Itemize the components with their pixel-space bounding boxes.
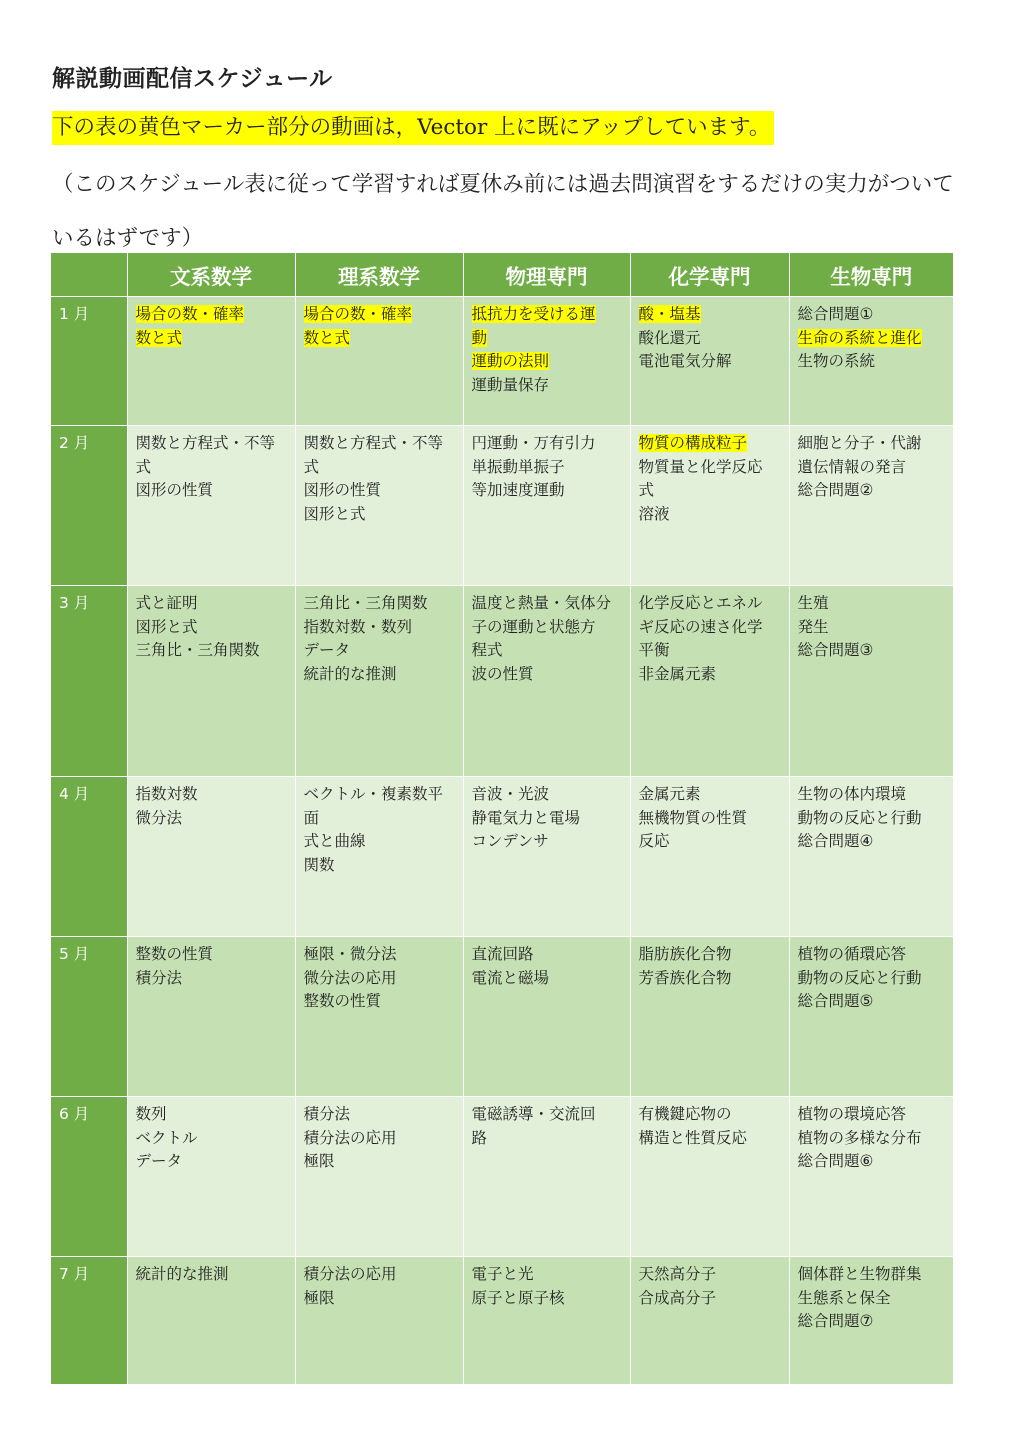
topic-text: 総合問題① [797,305,874,323]
topic-text: 電磁誘導・交流回 [471,1105,596,1123]
topic-text: 統計的な推測 [303,664,397,683]
topic-line [304,456,459,480]
cell-rikei-math [295,297,463,426]
topic-line [472,1287,626,1311]
cell-biology [789,586,953,777]
topic-line [136,1127,291,1151]
topic-text: 静電気力と電場 [471,808,581,827]
cell-biology [789,1257,953,1384]
topic-line [472,943,626,967]
topic-text: データ [303,641,351,659]
topic-text-highlighted: 場合の数・確率 [303,305,413,323]
month-label: 1 月 [51,297,127,426]
topic-line [639,1103,785,1127]
topic-line [472,479,626,503]
topic-text: 図形の性質 [303,481,382,499]
topic-text: 微分法 [135,808,183,827]
cell-chemistry [630,426,789,586]
table-row [51,297,953,426]
topic-line [639,663,785,687]
header-bunkei-math: 文系数学 [127,253,295,297]
schedule-table [51,253,953,1384]
topic-text: 極限・微分法 [303,945,397,963]
topic-text: 極限 [303,1288,335,1307]
topic-line [136,456,291,480]
topic-line [304,479,459,503]
topic-line [798,783,950,807]
topic-line [136,1263,291,1287]
topic-text: 三角比・三角関数 [303,594,428,612]
cell-biology [789,1097,953,1257]
topic-text: 電流と磁場 [471,968,550,987]
topic-line [472,327,626,351]
cell-physics [463,1097,630,1257]
topic-text: 式 [135,457,152,476]
topic-text: 非金属元素 [638,664,717,683]
topic-line [472,374,626,398]
table-row [51,937,953,1097]
topic-line [472,303,626,327]
page-title: 解説動画配信スケジュール [52,66,333,92]
topic-text: 総合問題④ [797,832,874,850]
topic-text: 整数の性質 [135,945,214,963]
topic-line [472,783,626,807]
topic-line [472,830,626,854]
cell-physics [463,297,630,426]
topic-text: 動物の反応と行動 [797,808,922,827]
topic-line [639,1287,785,1311]
topic-line [304,1127,459,1151]
topic-line [639,350,785,374]
topic-line [798,1103,950,1127]
topic-line [798,830,950,854]
cell-chemistry [630,297,789,426]
topic-text-highlighted: 抵抗力を受ける運 [471,305,596,323]
topic-line [798,639,950,663]
topic-line [304,432,459,456]
topic-line [472,1127,626,1151]
cell-bunkei-math [127,426,295,586]
cell-rikei-math [295,937,463,1097]
topic-text: 関数と方程式・不等 [303,434,444,452]
topic-line [136,967,291,991]
topic-text-highlighted: 物質の構成粒子 [638,434,748,452]
topic-text: ベクトル・複素数平 [303,785,444,803]
topic-line [136,943,291,967]
cell-rikei-math [295,1257,463,1384]
topic-text: 植物の循環応答 [797,945,907,963]
topic-text: 式と証明 [135,594,198,612]
topic-text: 総合問題⑦ [797,1312,874,1330]
topic-line [136,327,291,351]
topic-text: 積分法の応用 [303,1265,397,1283]
topic-text: 路 [471,1128,488,1147]
cell-rikei-math [295,1097,463,1257]
schedule-note: （このスケジュール表に従って学習すれば夏休み前には過去問演習をするだけの実力がついているはずです） [52,172,954,251]
cell-chemistry [630,777,789,937]
topic-text: 天然高分子 [638,1265,717,1283]
topic-line [136,783,291,807]
cell-bunkei-math [127,937,295,1097]
cell-biology [789,777,953,937]
cell-rikei-math [295,586,463,777]
topic-line [472,592,626,616]
topic-text: 温度と熱量・気体分 [471,594,612,612]
topic-text: 円運動・万有引力 [471,434,596,452]
topic-text-highlighted: 場合の数・確率 [135,305,245,323]
topic-text: 波の性質 [471,664,534,683]
topic-line [136,432,291,456]
topic-line [304,854,459,878]
topic-text: 単振動単振子 [471,457,565,476]
month-label: 2 月 [51,426,127,586]
topic-line [798,350,950,374]
topic-text: 総合問題⑤ [797,992,874,1010]
topic-line [639,616,785,640]
topic-line [639,456,785,480]
cell-bunkei-math [127,586,295,777]
topic-line [304,592,459,616]
cell-physics [463,426,630,586]
topic-line [304,1287,459,1311]
topic-line [304,303,459,327]
topic-text: 等加速度運動 [471,481,565,499]
topic-text: 化学反応とエネル [638,594,763,612]
topic-text: 図形と式 [303,504,366,523]
topic-text: 極限 [303,1152,335,1170]
topic-line [472,967,626,991]
topic-line [798,616,950,640]
table-row [51,426,953,586]
cell-physics [463,777,630,937]
topic-line [304,1263,459,1287]
topic-line [304,990,459,1014]
topic-text: 直流回路 [471,945,534,963]
topic-line [639,327,785,351]
topic-line [639,783,785,807]
table-row [51,1097,953,1257]
topic-line [304,503,459,527]
topic-line [304,807,459,831]
topic-line [136,639,291,663]
topic-text: 積分法 [135,968,183,987]
topic-line [639,943,785,967]
topic-text: 生殖 [797,594,829,612]
topic-line [639,432,785,456]
topic-text: 酸化還元 [638,328,701,347]
topic-line [639,639,785,663]
topic-text: 平衡 [638,641,670,659]
month-label: 6 月 [51,1097,127,1257]
topic-text: コンデンサ [471,832,549,850]
topic-line [798,1150,950,1174]
cell-biology [789,937,953,1097]
topic-line [798,592,950,616]
topic-line [304,327,459,351]
topic-line [639,303,785,327]
topic-line [472,1103,626,1127]
topic-line [472,616,626,640]
topic-line [304,967,459,991]
topic-text: 図形の性質 [135,481,214,499]
topic-line [136,1150,291,1174]
topic-line [798,432,950,456]
topic-line [136,303,291,327]
topic-text: 指数対数・数列 [303,617,413,636]
topic-line [798,479,950,503]
topic-text: 溶液 [638,504,670,523]
topic-text: 式 [638,481,655,499]
topic-text: 微分法の応用 [303,968,397,987]
topic-text-highlighted: 運動の法則 [471,352,550,370]
topic-text: 個体群と生物群集 [797,1265,922,1283]
cell-bunkei-math [127,1097,295,1257]
topic-line [798,990,950,1014]
topic-line [304,830,459,854]
topic-text: 電子と光 [471,1265,534,1283]
topic-text: 生物の系統 [797,352,876,370]
topic-line [798,327,950,351]
cell-physics [463,586,630,777]
header-physics: 物理専門 [463,253,630,297]
topic-line [798,456,950,480]
topic-text-highlighted: 数と式 [135,328,183,347]
topic-text: 運動量保存 [471,375,550,394]
topic-line [304,1103,459,1127]
schedule-body [51,297,953,1384]
topic-text-highlighted: 酸・塩基 [638,305,701,323]
topic-text: 関数と方程式・不等 [135,434,276,452]
topic-text: 整数の性質 [303,992,382,1010]
cell-chemistry [630,1097,789,1257]
topic-line [304,1150,459,1174]
topic-text-highlighted: 数と式 [303,328,351,347]
cell-rikei-math [295,426,463,586]
table-row [51,777,953,937]
topic-text: 音波・光波 [471,785,550,803]
topic-line [798,1127,950,1151]
topic-line [472,639,626,663]
topic-line [136,592,291,616]
topic-text: 有機鍵応物の [638,1105,732,1123]
month-label: 7 月 [51,1257,127,1384]
header-rikei-math: 理系数学 [295,253,463,297]
topic-text: 式と曲線 [303,832,366,850]
topic-line [304,943,459,967]
topic-line [798,943,950,967]
topic-line [639,479,785,503]
topic-text: 三角比・三角関数 [135,641,260,659]
topic-line [304,663,459,687]
table-row [51,1257,953,1384]
topic-text: 無機物質の性質 [638,808,748,827]
topic-text: 程式 [471,641,503,659]
topic-text: 総合問題② [797,481,874,499]
topic-line [798,303,950,327]
topic-text: 脂肪族化合物 [638,945,732,963]
topic-text: 遺伝情報の発言 [797,457,907,476]
topic-line [304,616,459,640]
topic-text: ギ反応の速さ化学 [638,617,763,636]
topic-text: 原子と原子核 [471,1288,565,1307]
topic-line [472,1263,626,1287]
header-row [51,253,953,297]
topic-text: 構造と性質反応 [638,1128,748,1147]
topic-text: 金属元素 [638,785,701,803]
cell-biology [789,297,953,426]
topic-text: 子の運動と状態方 [471,617,596,636]
topic-line [798,967,950,991]
cell-rikei-math [295,777,463,937]
topic-text: 指数対数 [135,785,198,803]
topic-line [798,1263,950,1287]
topic-line [639,1263,785,1287]
topic-line [472,350,626,374]
cell-physics [463,1257,630,1384]
header-biology: 生物専門 [789,253,953,297]
cell-chemistry [630,1257,789,1384]
topic-text: 動物の反応と行動 [797,968,922,987]
topic-text: 積分法の応用 [303,1128,397,1147]
topic-text: 植物の環境応答 [797,1105,907,1123]
topic-text-highlighted: 生命の系統と進化 [797,328,922,347]
cell-bunkei-math [127,777,295,937]
topic-text: 生態系と保全 [797,1288,891,1307]
topic-text-highlighted: 動 [471,328,488,347]
topic-line [472,432,626,456]
topic-line [639,967,785,991]
cell-chemistry [630,937,789,1097]
cell-physics [463,937,630,1097]
topic-text: 総合問題③ [797,641,874,659]
month-label: 5 月 [51,937,127,1097]
cell-biology [789,426,953,586]
topic-text: 関数 [303,855,335,874]
topic-line [639,592,785,616]
header-month [51,253,127,297]
topic-text: 図形と式 [135,617,198,636]
topic-line [304,639,459,663]
topic-line [472,663,626,687]
topic-text: 植物の多様な分布 [797,1128,922,1147]
topic-line [304,783,459,807]
topic-text: 積分法 [303,1105,351,1123]
topic-line [798,807,950,831]
topic-line [136,616,291,640]
highlight-notice: 下の表の黄色マーカー部分の動画は，Vector 上に既にアップしています。 [52,111,774,145]
topic-line [798,1287,950,1311]
topic-line [639,1127,785,1151]
cell-bunkei-math [127,1257,295,1384]
topic-text: 生物の体内環境 [797,785,907,803]
topic-text: 総合問題⑥ [797,1152,874,1170]
topic-text: 電池電気分解 [638,352,732,370]
topic-text: ベクトル [135,1128,198,1147]
topic-text: 式 [303,457,320,476]
topic-text: 物質量と化学反応 [638,457,763,476]
topic-text: 細胞と分子・代謝 [797,434,922,452]
header-chemistry: 化学専門 [630,253,789,297]
topic-text: 芳香族化合物 [638,968,732,987]
topic-line [472,807,626,831]
topic-text: 統計的な推測 [135,1265,229,1283]
topic-line [639,807,785,831]
month-label: 4 月 [51,777,127,937]
topic-line [136,807,291,831]
topic-text: 面 [303,808,320,827]
topic-line [639,503,785,527]
topic-text: 合成高分子 [638,1288,717,1307]
topic-text: 発生 [797,617,829,636]
month-label: 3 月 [51,586,127,777]
topic-text: 反応 [638,832,670,850]
cell-bunkei-math [127,297,295,426]
table-row [51,586,953,777]
topic-line [798,1310,950,1334]
topic-line [136,479,291,503]
cell-chemistry [630,586,789,777]
topic-line [472,456,626,480]
topic-text: 数列 [135,1105,167,1123]
topic-text: データ [135,1152,183,1170]
topic-line [639,830,785,854]
topic-line [136,1103,291,1127]
